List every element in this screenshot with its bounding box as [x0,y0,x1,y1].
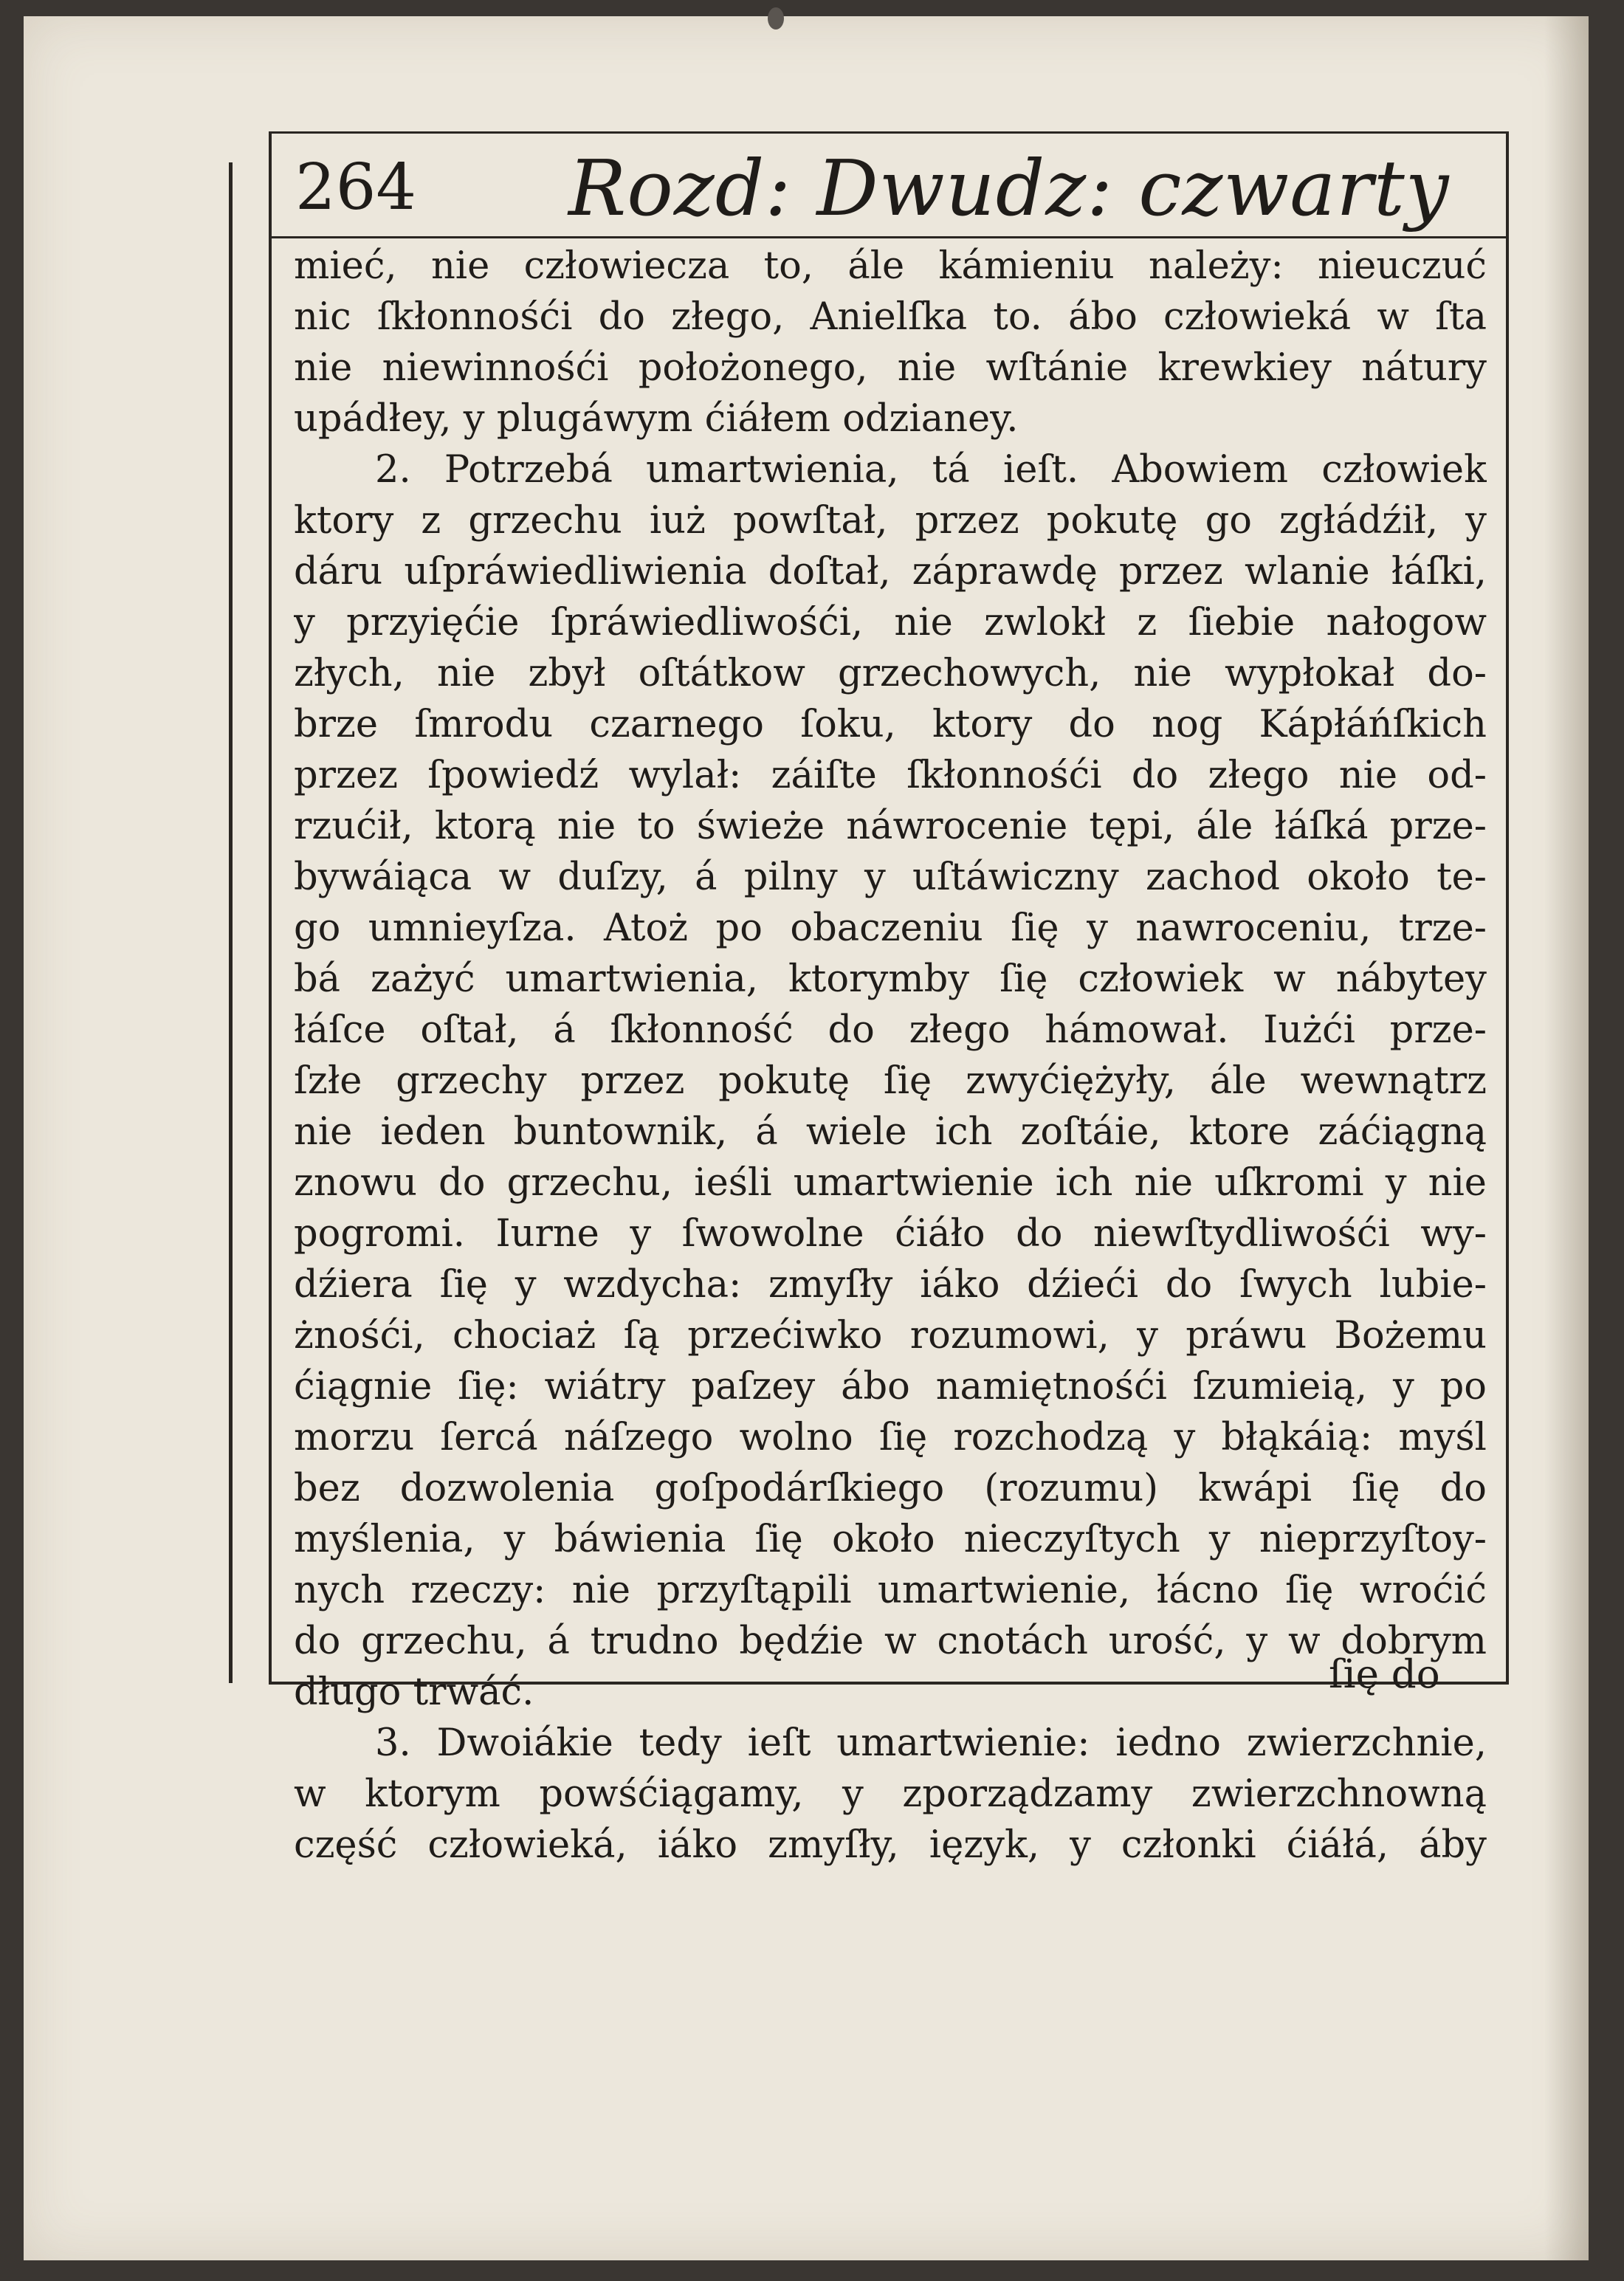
text-line: myślenia, y báwienia ſię około nieczyſtych y nieprzyſtoy- [294,1518,1487,1561]
text-line: żnośći, chociaż ſą przećiwko rozumowi, y práwu Bożemu [294,1314,1487,1358]
text-line: 2. Potrzebá umartwienia, tá ieſt. Abowiem człowiek [375,448,1487,492]
text-line: rzućił, ktorą nie to świeże náwrocenie tępi, ále łáſká prze- [294,805,1487,848]
text-line: upádłey, y plugáwym ćiáłem odzianey. [294,397,1019,441]
text-line: bywáiąca w duſzy, á pilny y uſtáwiczny zachod około te- [294,856,1487,899]
page-header [295,140,1491,233]
thumb-mark [768,7,784,30]
text-line: nic ſkłonnośći do złego, Anielſka to. ábo człowieká w ſta [294,295,1487,339]
text-line: brze ſmrodu czarnego ſoku, ktory do nog Kápłáńſkich [294,703,1487,746]
text-line: bez dozwolenia goſpodárſkiego (rozumu) kwápi ſię do [294,1467,1487,1510]
text-line: długo trwáć. [294,1671,534,1714]
text-line: część człowieká, iáko zmyſły, ięzyk, y członki ćiáłá, áby [294,1823,1487,1867]
text-line: nych rzeczy: nie przyſtąpili umartwienie, łácno ſię wroćić [294,1569,1487,1612]
text-line: nie ieden buntownik, á wiele ich zoſtáie, ktore záćiągną [294,1110,1487,1154]
text-line: dáru uſpráwiedliwienia doſtał, záprawdę przez wlanie łáſki, [294,550,1487,594]
text-line: y przyięćie ſpráwiedliwośći, nie zwlokł z ſiebie nałogow [294,601,1487,644]
text-line: bá zażyć umartwienia, ktorymby ſię człowiek w nábytey [294,957,1487,1001]
text-line: łáſce oſtał, á ſkłonność do złego hámował. Iużći prze- [294,1008,1487,1052]
page-edge-shadow [1544,16,1589,2260]
catchword: ſię do [1329,1652,1440,1697]
text-line: w ktorym powśćiągamy, y zporządzamy zwierzchnowną [294,1772,1487,1816]
outer-left-rule-lower [229,930,233,1683]
running-head: Rozd: Dwudz: czwarty [568,143,1450,233]
outer-left-rule [229,162,233,930]
text-line: znowu do grzechu, ieśli umartwienie ich nie uſkromi y nie [294,1161,1487,1205]
text-line: go umnieyſza. Atoż po obaczeniu ſię y nawroceniu, trze- [294,906,1487,950]
text-line: dźiera ſię y wzdycha: zmyſły iáko dźieći do ſwych lubie- [294,1263,1487,1307]
text-line: morzu ſercá náſzego wolno ſię rozchodzą y błąkáią: myśl [294,1416,1487,1459]
text-line: do grzechu, á trudno będźie w cnotách urość, y w dobrym [294,1620,1487,1663]
page-number: 264 [295,151,417,224]
text-line: mieć, nie człowiecza to, ále kámieniu należy: nieuczuć [294,244,1487,288]
text-line: ktory z grzechu iuż powſtał, przez pokutę go zgłádźił, y [294,499,1487,543]
body-text [294,241,1487,1871]
text-line: pogromi. Iurne y ſwowolne ćiáło do niewſtydliwośći wy- [294,1212,1487,1256]
text-line: złych, nie zbył oſtátkow grzechowych, nie wypłokał do- [294,652,1487,695]
text-line: przez ſpowiedź wylał: záiſte ſkłonnośći do złego nie od- [294,754,1487,797]
text-line: ſzłe grzechy przez pokutę ſię zwyćiężyły, ále wewnątrz [294,1059,1487,1103]
text-line: ćiągnie ſię: wiátry paſzey ábo namiętnośći ſzumieią, y po [294,1365,1487,1408]
text-line: nie niewinnośći położonego, nie wſtánie krewkiey nátury [294,346,1487,390]
header-rule [269,236,1509,238]
text-line: 3. Dwoiákie tedy ieſt umartwienie: iedno zwierzchnie, [375,1721,1487,1765]
